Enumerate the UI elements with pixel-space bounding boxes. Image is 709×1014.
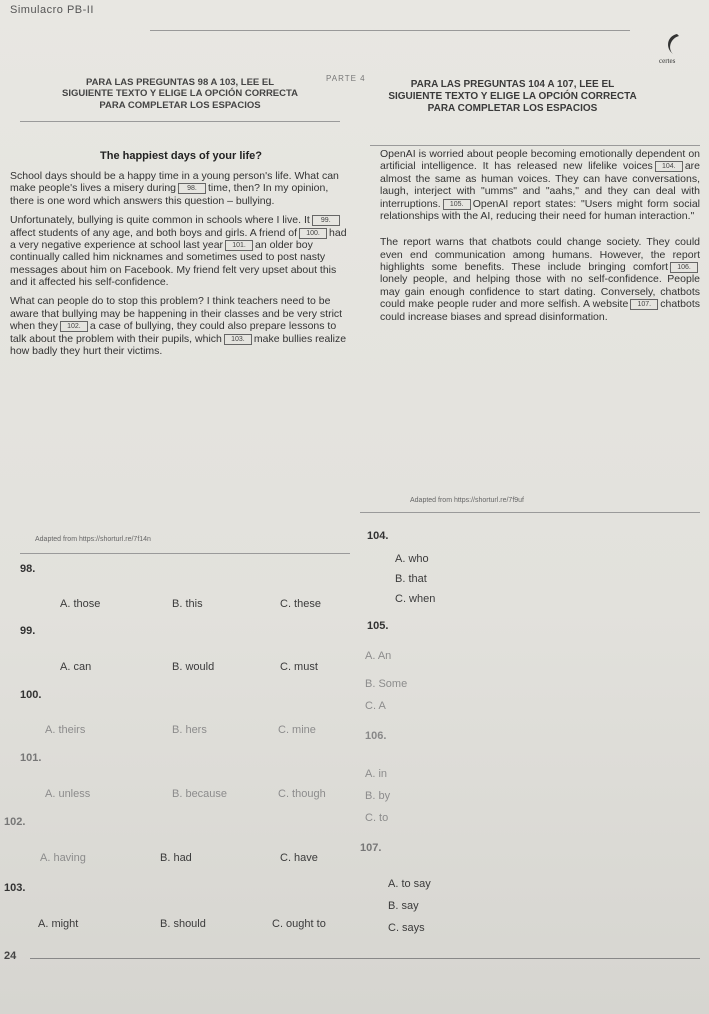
option-99-b[interactable]: B. would: [172, 661, 215, 673]
header-rule: [150, 30, 630, 31]
instructions-right-line: PARA COMPLETAR LOS ESPACIOS: [427, 103, 598, 114]
question-number: 102.: [4, 816, 26, 828]
option-103-b[interactable]: B. should: [160, 918, 206, 930]
paragraph: The report warns that chatbots could change society. They could even end communication among humans. However, the report highlights some benefits. These include bringing comfort 106.lonely people, and helping those with no self-confidence. People may gain enough confidence to start dating. Conversely, chatbots could make people ruder and more selfish. A website 107. chatbots could increase biases and spread disinformation.: [380, 236, 700, 323]
option-102-a[interactable]: A. having: [40, 852, 86, 864]
question-number: 104.: [367, 530, 389, 542]
question-number: 100.: [20, 689, 42, 701]
option-107-b[interactable]: B. say: [388, 900, 419, 912]
source-note-left: Adapted from https://shorturl.re/7f14n: [35, 536, 151, 543]
option-98-a[interactable]: A. those: [60, 598, 101, 610]
option-99-a[interactable]: A. can: [60, 661, 92, 673]
instructions-left: [15, 77, 345, 111]
option-104-a[interactable]: A. who: [395, 553, 429, 565]
option-98-c[interactable]: C. these: [280, 598, 321, 610]
instructions-right: [325, 79, 700, 115]
option-102-b[interactable]: B. had: [160, 852, 192, 864]
paragraph: What can people do to stop this problem? I think teachers need to be aware that bullying may be happening in their classes and be very strict when they 102. a case of bullying, they could also prepare lessons to talk about the problem with their pupils, which 103. make bullies realize how badly they hurt their victims.: [10, 295, 347, 357]
paragraph: OpenAI is worried about people becoming emotionally dependent on artificial intelligence. It has released new lifelike voices 104. are almost the same as human voices. They can have conversations, laugh, interject with "umms" and "aahs," and they can deal with interruptions. 105. OpenAI report states: "Users might form social relationships with the AI, reducing their need for human interaction.": [380, 148, 700, 222]
question-number: 101.: [20, 752, 42, 764]
question-number: 99.: [20, 625, 36, 637]
blank-107: 107.: [630, 299, 658, 310]
option-103-a[interactable]: A. might: [38, 918, 79, 930]
instructions-left-line: SIGUIENTE TEXTO Y ELIGE LA OPCIÓN CORRECTA: [62, 88, 298, 100]
question-number: 98.: [20, 563, 36, 575]
question-number: 107.: [360, 842, 382, 854]
option-105-b[interactable]: B. Some: [365, 678, 408, 690]
blank-103: 103.: [224, 334, 252, 345]
divider: [370, 145, 700, 146]
option-105-a[interactable]: A. An: [365, 650, 392, 662]
paragraph: Unfortunately, bullying is quite common in schools where I live. It 99.affect students of any age, and both boys and girls. A friend of 100. had a very negative experience at school last year 101. an older boy continually called him nicknames and sometimes used to post nasty messages about him on Facebook. My friend felt very upset about this and it affected his self-confidence.: [10, 214, 347, 288]
page-number: 24: [4, 950, 17, 962]
option-103-c[interactable]: C. ought to: [272, 918, 326, 930]
option-106-b[interactable]: B. by: [365, 790, 391, 802]
exam-header-title: Simulacro PB-II: [10, 4, 94, 16]
option-101-b[interactable]: B. because: [172, 788, 228, 800]
logo-icon: [655, 30, 695, 66]
option-100-a[interactable]: A. theirs: [45, 724, 86, 736]
blank-102: 102.: [60, 321, 88, 332]
option-101-a[interactable]: A. unless: [45, 788, 91, 800]
option-98-b[interactable]: B. this: [172, 598, 203, 610]
reading-text-left: [10, 170, 350, 364]
option-99-c[interactable]: C. must: [280, 661, 318, 673]
option-104-b[interactable]: B. that: [395, 573, 427, 585]
divider: [360, 512, 700, 513]
blank-101: 101.: [225, 240, 253, 251]
option-100-c[interactable]: C. mine: [278, 724, 316, 736]
reading-text-right: [380, 148, 700, 330]
blank-98: 98.: [178, 183, 206, 194]
part-number: PARTE 4: [326, 74, 366, 83]
blank-104: 104.: [655, 161, 683, 172]
option-105-c[interactable]: C. A: [365, 700, 386, 712]
publisher-logo: [655, 30, 695, 66]
blank-106: 106.: [670, 262, 698, 273]
blank-100: 100.: [299, 228, 327, 239]
option-106-a[interactable]: A. in: [365, 768, 388, 780]
footer-rule: [30, 958, 700, 959]
option-104-c[interactable]: C. when: [395, 593, 436, 605]
instructions-right-line: PARA LAS PREGUNTAS 104 A 107, LEE EL: [410, 79, 615, 90]
reading-title: The happiest days of your life?: [100, 150, 262, 162]
option-101-c[interactable]: C. though: [278, 788, 326, 800]
option-106-c[interactable]: C. to: [365, 812, 389, 824]
question-number: 105.: [367, 620, 389, 632]
question-number: 103.: [4, 882, 26, 894]
question-number: 106.: [365, 730, 387, 742]
instructions-left-line: PARA COMPLETAR LOS ESPACIOS: [99, 99, 261, 111]
blank-105: 105.: [443, 199, 471, 210]
blank-99: 99.: [312, 215, 340, 226]
option-107-c[interactable]: C. says: [388, 922, 425, 934]
logo-text: certes: [659, 57, 676, 65]
instructions-right-line: SIGUIENTE TEXTO Y ELIGE LA OPCIÓN CORRECTA: [388, 91, 637, 102]
source-note-right: Adapted from https://shorturl.re/7f9uf: [410, 497, 525, 504]
divider: [20, 553, 350, 554]
option-102-c[interactable]: C. have: [280, 852, 318, 864]
option-100-b[interactable]: B. hers: [172, 724, 207, 736]
instructions-left-line: PARA LAS PREGUNTAS 98 A 103, LEE EL: [85, 77, 275, 88]
paragraph: School days should be a happy time in a young person's life. What can make people's lives a misery during 98. time, then? In my opinion, there is one word which answers this question – bullying.: [10, 170, 339, 207]
option-107-a[interactable]: A. to say: [388, 878, 431, 890]
divider: [20, 121, 340, 122]
